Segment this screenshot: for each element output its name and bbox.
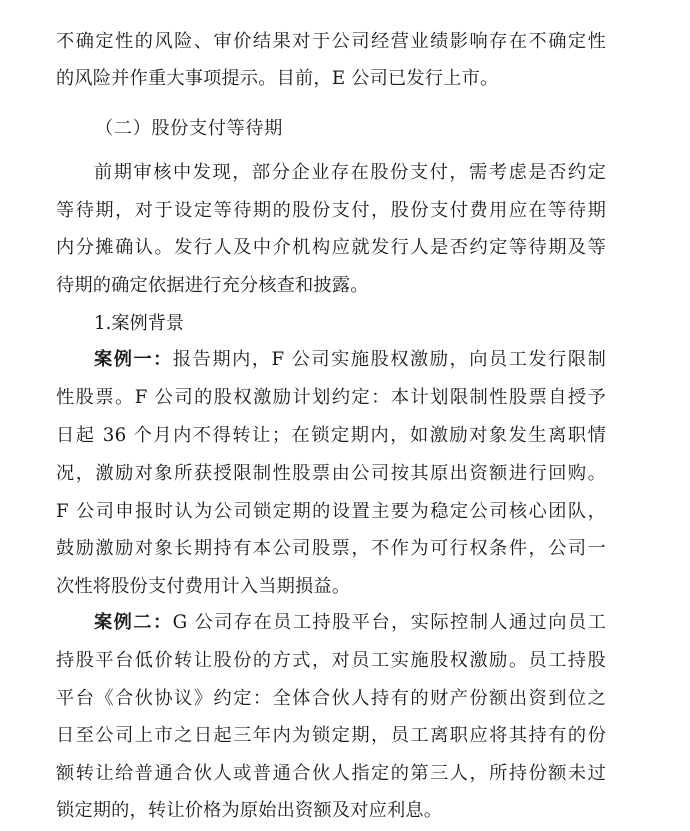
case-two-label: 案例二： (94, 612, 173, 633)
subsection-heading: 1.案例背景 (94, 313, 185, 334)
case-one-first-line (56, 342, 606, 378)
paragraph-line: 日起 36 个月内不得转让；在锁定期内，如激励对象发生离职情 (56, 425, 606, 446)
paragraph-line: 额转让给普通合伙人或普通合伙人指定的第三人，所持份额未过 (56, 763, 606, 784)
paragraph-line: 次性将股份支付费用计入当期损益。 (56, 576, 351, 597)
paragraph-line: 前期审核中发现，部分企业存在股份支付，需考虑是否约定 (94, 162, 606, 183)
paragraph-line: 内分摊确认。发行人及中介机构应就发行人是否约定等待期及等 (56, 237, 606, 258)
paragraph-line: 鼓励激励对象长期持有本公司股票，不作为可行权条件，公司一 (56, 538, 606, 559)
paragraph-line: 锁定期的，转让价格为原始出资额及对应利息。 (56, 800, 443, 821)
paragraph-line: 的风险并作重大事项提示。目前，E 公司已发行上市。 (56, 68, 499, 89)
paragraph-line: 平台《合伙协议》约定：全体合伙人持有的财产份额出资到位之 (56, 688, 606, 709)
paragraph-line: 待期的确定依据进行充分核查和披露。 (56, 275, 369, 296)
paragraph-line: 性股票。F 公司的股权激励计划约定：本计划限制性股票自授予 (56, 387, 606, 408)
case-one-text: 报告期内，F 公司实施股权激励，向员工发行限制 (172, 349, 606, 370)
paragraph-line: F 公司申报时认为公司锁定期的设置主要为稳定公司核心团队， (56, 501, 606, 522)
paragraph-line: 况，激励对象所获授限制性股票由公司按其原出资额进行回购。 (56, 463, 606, 484)
paragraph-line: 等待期，对于设定等待期的股份支付，股份支付费用应在等待期 (56, 200, 606, 221)
case-two-text: G 公司存在员工持股平台，实际控制人通过向员工 (172, 612, 606, 633)
section-heading: （二）股份支付等待期 (95, 118, 283, 139)
paragraph-line: 不确定性的风险、审价结果对于公司经营业绩影响存在不确定性 (56, 31, 606, 52)
case-one-label: 案例一： (94, 349, 173, 370)
paragraph-line: 日至公司上市之日起三年内为锁定期，员工离职应将其持有的份 (56, 725, 606, 746)
paragraph-line: 持股平台低价转让股份的方式，对员工实施股权激励。员工持股 (56, 650, 606, 671)
case-two-first-line (56, 605, 606, 641)
